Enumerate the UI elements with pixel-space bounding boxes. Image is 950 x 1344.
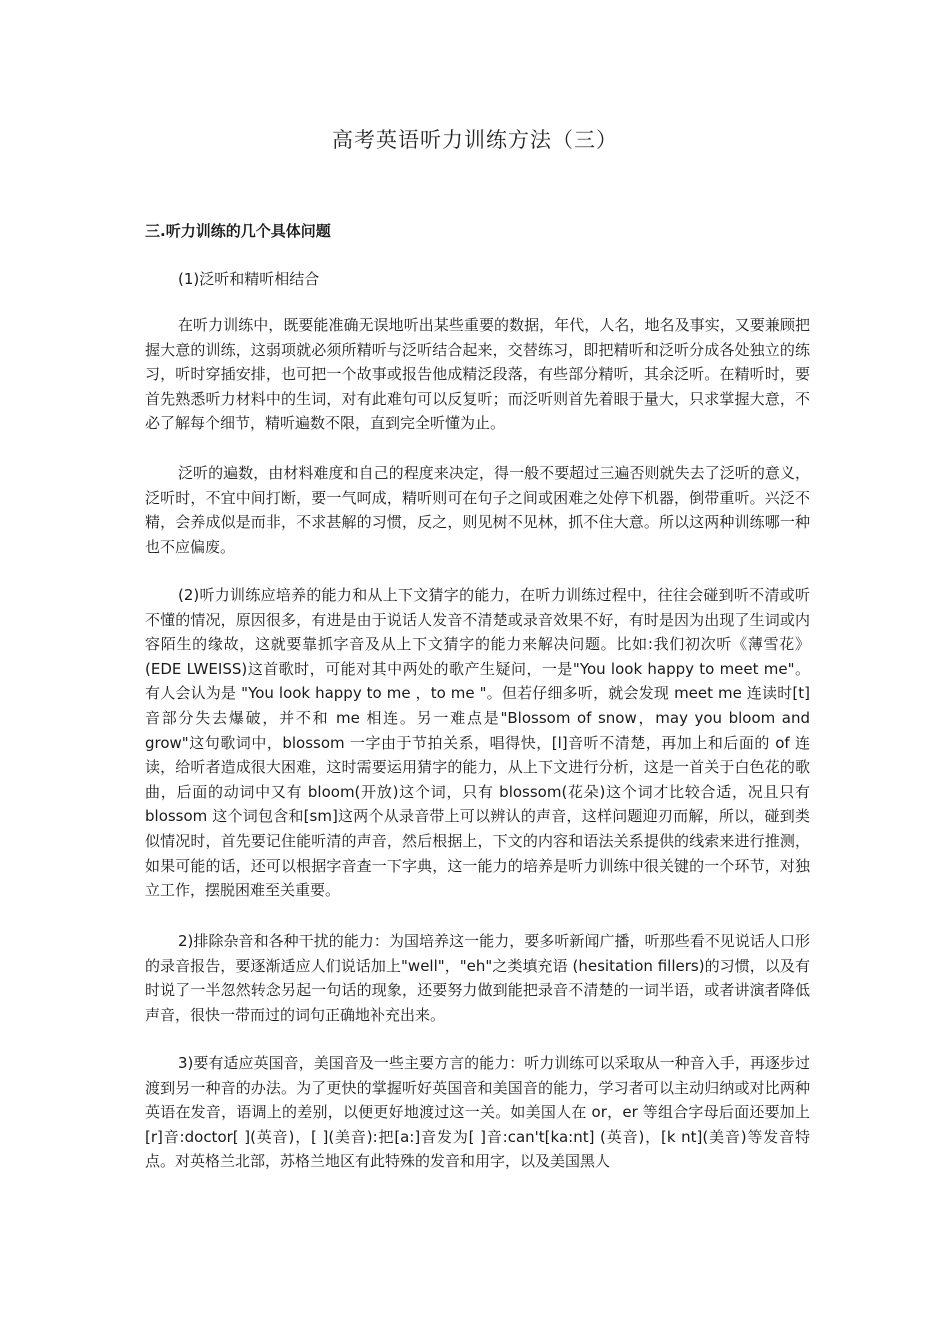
paragraph-text: 在听力训练中，既要能准确无误地听出某些重要的数据，年代，人名，地名及事实，又要兼顾把握大意的训练，这弱项就必须所精听与泛听结合起来，交替练习，即把精听和泛听分成各处独立的练习，听时穿插安排，也可把一个故事或报告他成精泛段落，有些部分精听，其余泛听。在精听时，要首先熟悉听力材料中的生词，对有此难句可以反复听；而泛听则首先着眼于量大，只求掌握大意，不必了解每个细节，精听遍数不限，直到完全听懂为止。	[145, 316, 810, 433]
subheading: (1)泛听和精听相结合	[178, 270, 320, 288]
section-heading: 三.听力训练的几个具体问题	[145, 222, 331, 240]
paragraph-4	[145, 929, 810, 1027]
document-title: 高考英语听力训练方法（三）	[332, 128, 618, 152]
paragraph-2	[145, 461, 810, 559]
paragraph-text: 泛听的遍数，由材料难度和自己的程度来决定，得一般不要超过三遍否则就失去了泛听的意义，泛听时，不宜中间打断，要一气呵成，精听则可在句子之间或困难之处停下机器，倒带重听。兴泛不精，会养成似是而非，不求甚解的习惯，反之，则见树不见林，抓不住大意。所以这两种训练哪一种也不应偏废。	[145, 464, 810, 556]
paragraph-text: 3)要有适应英国音，美国音及一些主要方言的能力：听力训练可以采取从一种音入手，再逐步过渡到另一种音的办法。为了更快的掌握听好英国音和美国音的能力，学习者可以主动归纳或对比两种英语在发音，语调上的差别，以便更好地渡过这一关。如美国人在 or，er 等组合字母后面还要加上[r]音:doctor[ ](英音)，[ ](美音):把[a:]音发为[ ]音:can't[ka:nt] (英音)，[k nt](美音)等发音特点。对英格兰北部，苏格兰地区有此特殊的发音和用字，以及美国黑人	[145, 1054, 810, 1171]
paragraph-text: (2)听力训练应培养的能力和从上下文猜字的能力，在听力训练过程中，往往会碰到听不清或听不懂的情况，原因很多，有进是由于说话人发音不清楚或录音效果不好，有时是因为出现了生词或内容陌生的缘故，这就要靠抓字音及从上下文猜字的能力来解决问题。比如:我们初次听《薄雪花》(EDE LWEISS)这首歌时，可能对其中两处的歌产生疑问，一是"You look happy to meet me"。有人会认为是 "You look happy to me ，to me "。但若仔细多听，就会发现 meet me 连读时[t]音部分失去爆破，并不和 me 相连。另一难点是"Blossom of snow，may you bloom and grow"这句歌词中，blossom 一字由于节拍关系，唱得快，[l]音听不清楚，再加上和后面的 of 连读，给听者造成很大困难，这时需要运用猜字的能力，从上下文进行分析，这是一首关于白色花的歌曲，后面的动词中又有 bloom(开放)这个词，只有 blossom(花朵)这个词才比较合适，况且只有 blossom 这个词包含和[sm]这两个从录音带上可以辨认的声音，这样问题迎刃而解，所以，碰到类似情况时，首先要记住能听清的声音，然后根据上，下文的内容和语法关系提供的线索来进行推测，如果可能的话，还可以根据字音查一下字典，这一能力的培养是听力训练中很关键的一个环节，对独立工作，摆脱困难至关重要。	[145, 586, 810, 900]
paragraph-3	[145, 583, 810, 903]
paragraph-text: 2)排除杂音和各种干扰的能力：为国培养这一能力，要多听新闻广播，听那些看不见说话人口形的录音报告，要逐渐适应人们说话加上"well"，"eh"之类填充语 (hesitation fillers)的习惯，以及有时说了一半忽然转念另起一句话的现象，还要努力做到能把录音不清楚的一词半语，或者讲演者降低声音，很快一带而过的词句正确地补充出来。	[145, 932, 810, 1024]
paragraph-5	[145, 1051, 810, 1174]
paragraph-1	[145, 313, 810, 436]
